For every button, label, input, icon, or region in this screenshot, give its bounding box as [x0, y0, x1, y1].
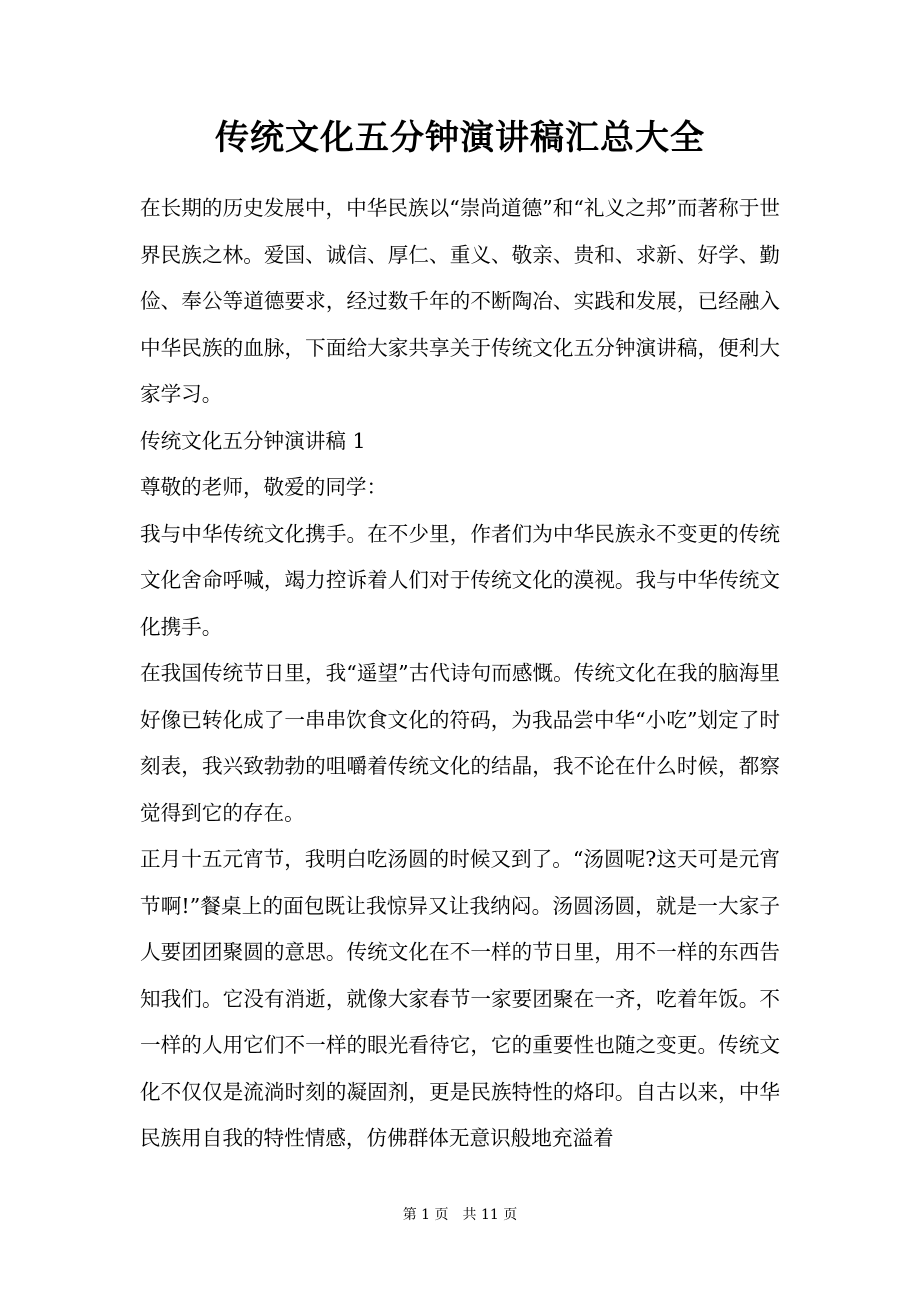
page-total: 共 11 页 [462, 1207, 518, 1223]
body-paragraph: 在我国传统节日里，我“遥望”古代诗句而感慨。传统文化在我的脑海里好像已转化成了一串串饮食文化的符码，为我品尝中华“小吃”划定了时刻表，我兴致勃勃的咀嚼着传统文化的结晶，我不论在什么时候，都察觉得到它的存在。 [140, 661, 780, 825]
body-paragraph: 我与中华传统文化携手。在不少里，作者们为中华民族永不变更的传统文化舍命呼喊，竭力控诉着人们对于传统文化的漠视。我与中华传统文化携手。 [140, 521, 780, 639]
salutation-paragraph: 尊敬的老师，敬爱的同学： [140, 475, 388, 499]
page-number: 第 1 页 [402, 1207, 449, 1223]
document-body [140, 185, 780, 1162]
intro-paragraph: 在长期的历史发展中，中华民族以“崇尚道德”和“礼义之邦”而著称于世界民族之林。爱国、诚信、厚仁、重义、敬亲、贵和、求新、好学、勤俭、奉公等道德要求，经过数千年的不断陶冶、实践和发展，已经融入中华民族的血脉，下面给大家共享关于传统文化五分钟演讲稿，便利大家学习。 [140, 196, 780, 406]
body-paragraph: 正月十五元宵节，我明白吃汤圆的时候又到了。“汤圆呢?这天可是元宵节啊!”餐桌上的面包既让我惊异又让我纳闷。汤圆汤圆，就是一大家子人要团团聚圆的意思。传统文化在不一样的节日里，用不一样的东西告知我们。它没有消逝，就像大家春节一家要团聚在一齐，吃着年饭。不一样的人用它们不一样的眼光看待它，它的重要性也随之变更。传统文化不仅仅是流淌时刻的凝固剂，更是民族特性的烙印。自古以来，中华民族用自我的特性情感，仿佛群体无意识般地充溢着 [140, 847, 780, 1150]
page-footer [0, 1203, 920, 1227]
section-heading: 传统文化五分钟演讲稿 1 [140, 428, 366, 453]
document-title: 传统文化五分钟演讲稿汇总大全 [215, 118, 705, 158]
